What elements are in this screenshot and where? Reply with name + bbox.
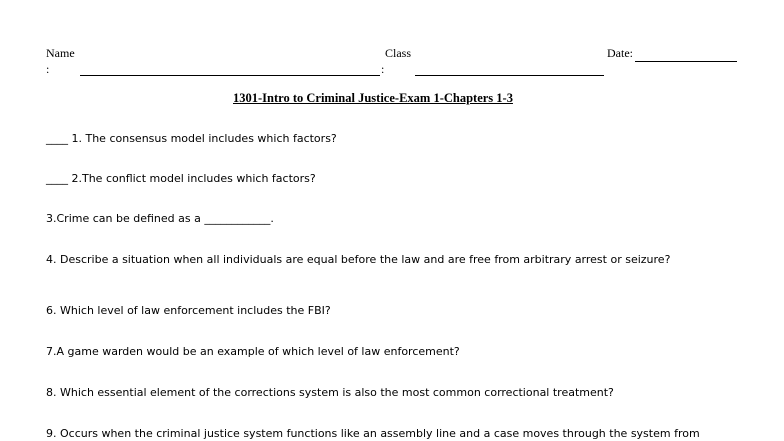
question-text: 2.The conflict model includes which factors? bbox=[68, 172, 316, 185]
question-3: 3.Crime can be defined as a ____________. bbox=[46, 212, 274, 225]
question-7: 7.A game warden would be an example of which level of law enforcement? bbox=[46, 345, 460, 358]
date-label: Date: bbox=[607, 46, 633, 60]
exam-title: 1301-Intro to Criminal Justice-Exam 1-Chapters 1-3 bbox=[233, 91, 513, 105]
name-label: Name bbox=[46, 46, 75, 60]
question-4: 4. Describe a situation when all individuals are equal before the law and are free from arbitrary arrest or seizure? bbox=[46, 253, 671, 266]
question-6: 6. Which level of law enforcement includes the FBI? bbox=[46, 304, 331, 317]
answer-blank[interactable]: ____ bbox=[46, 172, 68, 185]
question-2 bbox=[46, 172, 316, 185]
class-label: Class bbox=[385, 46, 412, 60]
question-1 bbox=[46, 132, 337, 145]
answer-blank[interactable]: ____ bbox=[46, 132, 68, 145]
question-9: 9. Occurs when the criminal justice system functions like an assembly line and a case moves through the system from bbox=[46, 427, 700, 440]
question-8: 8. Which essential element of the corrections system is also the most common correctional treatment? bbox=[46, 386, 614, 399]
name-field-line[interactable] bbox=[80, 75, 380, 76]
class-field-line[interactable] bbox=[415, 75, 604, 76]
name-colon: : bbox=[46, 62, 50, 76]
question-text: 1. The consensus model includes which factors? bbox=[68, 132, 337, 145]
class-colon: : bbox=[381, 62, 385, 76]
date-field-line[interactable] bbox=[635, 61, 737, 62]
